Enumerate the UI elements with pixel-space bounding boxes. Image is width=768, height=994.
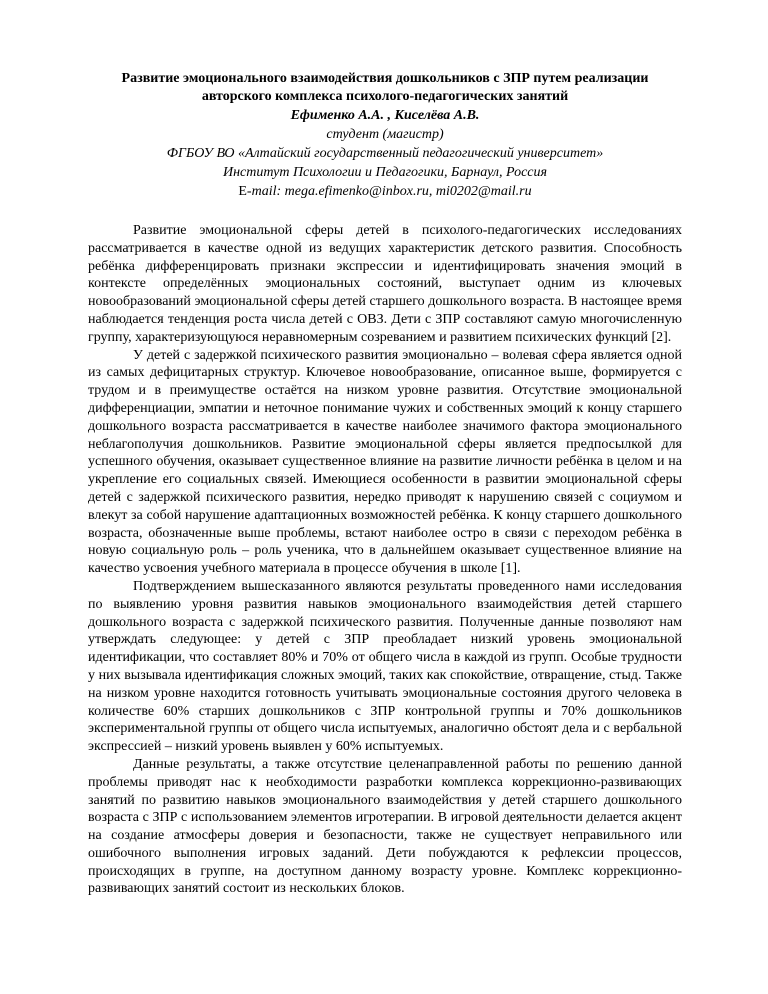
paper-body — [88, 222, 682, 898]
paper-title-line-2: авторского комплекса психолого-педагогических занятий — [201, 89, 569, 104]
paragraph-4: Данные результаты, а также отсутствие целенаправленной работы по решению данной проблемы приводят нас к необходимости разработки комплекса коррекционно-развивающих занятий по развитию навыков эмоционального взаимодействия у детей старшего дошкольного возраста с ЗПР с использованием элементов игротерапии. В игровой деятельности делается акцент на создание атмосферы доверия и безопасности, также не существует неправильного или ошибочного выполнения игровых заданий. Дети побуждаются к рефлексии процессов, происходящих в группе, на доступном данному возрасту уровне. Комплекс коррекционно-развивающих занятий состоит из нескольких блоков. — [88, 756, 682, 897]
paragraph-1: Развитие эмоциональной сферы детей в психолого-педагогических исследованиях рассматривается в качестве одной из ведущих характеристик детского развития. Способность ребёнка дифференцировать признаки экспрессии и идентифицировать значения эмоций в контексте определённых эмоциональных состояний, выступает одним из ключевых новообразований эмоциональной сферы детей старшего дошкольного возраста. В настоящее время наблюдается тенденция роста числа детей с ОВЗ. Дети с ЗПР составляют самую многочисленную группу, характеризующуюся неравномерным созреванием и развитием психических функций [2]. — [88, 223, 682, 345]
email-line — [88, 182, 682, 201]
paragraph-2: У детей с задержкой психического развития эмоционально – волевая сфера является одной из самых дефицитарных структур. Ключевое новообразование, описанное выше, формируется с трудом и в преимуществе остаётся на низком уровне развития. Отсутствие эмоциональной дифференциации, эмпатии и неточное понимание чужих и собственных эмоций к концу старшего дошкольного возраста рассматривается в качестве наиболее значимого фактора эмоционального неблагополучия дошкольников. Развитие эмоциональной сферы является предпосылкой для успешного обучения, оказывает существенное влияние на развитие личности ребёнка в целом и на укрепление его социальных связей. Имеющиеся особенности в развитии эмоциональной сферы детей с задержкой психического развития, нередко приводят к нарушению связей с социумом и влекут за собой нарушение адаптационных возможностей ребёнка. К концу старшего дошкольного возраста, обозначенные выше проблемы, встают наиболее остро в связи с переходом ребёнка в новую социальную роль – роль ученика, что в дальнейшем оказывает существенное влияние на качество усвоения учебного материала в процессе обучения в школе [1]. — [88, 347, 682, 577]
email-prefix: E- — [238, 184, 252, 199]
author-position: студент (магистр) — [326, 127, 444, 142]
paper-header — [88, 70, 682, 201]
institute: Институт Психологии и Педагогики, Барнаул, Россия — [222, 165, 548, 180]
paper-title-line-1: Развитие эмоционального взаимодействия дошкольников с ЗПР путем реализации — [121, 71, 649, 86]
email-addresses: mail: mega.efimenko@inbox.ru, mi0202@mail.ru — [251, 184, 532, 199]
paragraph-3: Подтверждением вышесказанного являются результаты проведенного нами исследования по выявлению уровня развития навыков эмоционального взаимодействия детей старшего дошкольного возраста с задержкой психического развития. Полученные данные позволяют нам утверждать следующее: у детей с ЗПР преобладает низкий уровень эмоциональной идентификации, что составляет 80% и 70% от общего числа в каждой из групп. Особые трудности у них вызывала идентификация сложных эмоций, таких как спокойствие, отвращение, стыд. Также на низком уровне находится готовность учитывать эмоциональные состояния другого человека в количестве 60% старших дошкольников с ЗПР контрольной группы и 70% дошкольников экспериментальной группы от общего числа испытуемых, аналогично обстоят дела и с вербальной экспрессией – низкий уровень выявлен у 60% испытуемых. — [88, 578, 682, 755]
university: ФГБОУ ВО «Алтайский государственный педагогический университет» — [166, 146, 604, 161]
document-page — [88, 70, 682, 898]
authors: Ефименко А.А. , Киселёва А.В. — [290, 108, 480, 123]
